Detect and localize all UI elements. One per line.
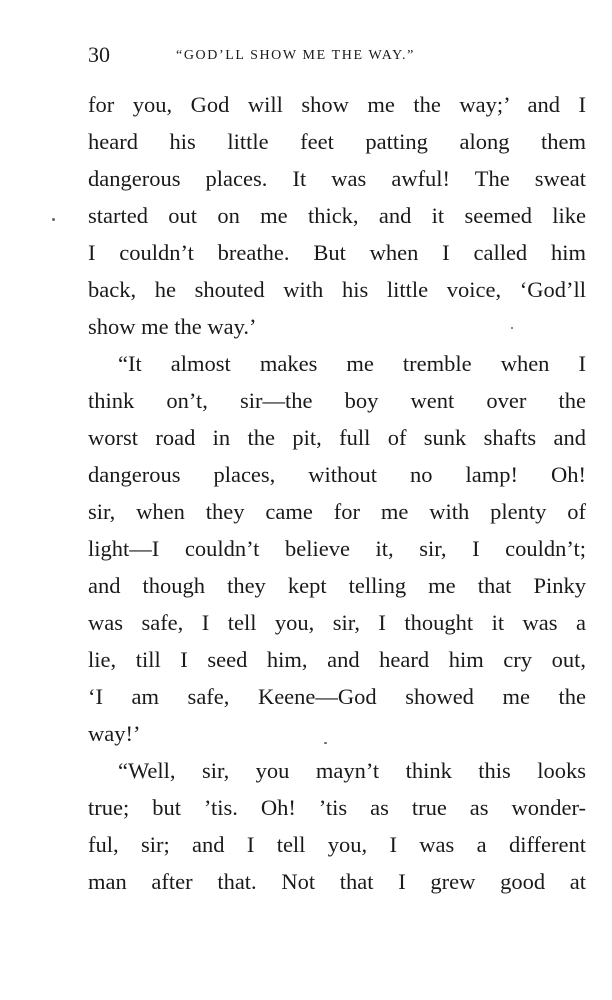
body-text <box>88 86 586 900</box>
text-line: was safe, I tell you, sir, I thought it was a <box>88 610 586 635</box>
text-line: dangerous places. It was awful! The sweat <box>88 166 586 191</box>
text-line: ful, sir; and I tell you, I was a different <box>88 832 586 857</box>
text-line: light—I couldn’t believe it, sir, I couldn’t; <box>88 536 586 561</box>
text-line: worst road in the pit, full of sunk shafts and <box>88 425 586 450</box>
text-line: for you, God will show me the way;’ and I <box>88 92 586 117</box>
text-line: “Well, sir, you mayn’t think this looks <box>118 758 586 783</box>
text-line: true; but ’tis. Oh! ’tis as true as wonder- <box>88 795 586 820</box>
text-line: sir, when they came for me with plenty of <box>88 499 586 524</box>
text-line: ‘I am safe, Keene—God showed me the <box>88 684 586 709</box>
text-line: “It almost makes me tremble when I <box>118 351 586 376</box>
text-line: and though they kept telling me that Pinky <box>88 573 586 598</box>
text-line: started out on me thick, and it seemed like <box>88 203 586 228</box>
text-line: dangerous places, without no lamp! Oh! <box>88 462 586 487</box>
scan-speck <box>52 218 55 221</box>
text-line: I couldn’t breathe. But when I called him <box>88 240 586 265</box>
text-line: back, he shouted with his little voice, ‘God’ll <box>88 277 586 302</box>
text-line: man after that. Not that I grew good at <box>88 869 586 894</box>
text-line: think on’t, sir—the boy went over the <box>88 388 586 413</box>
text-line: heard his little feet patting along them <box>88 129 586 154</box>
scan-speck <box>511 327 513 329</box>
scan-speck <box>324 742 327 744</box>
text-line: show me the way.’ <box>88 314 257 339</box>
text-line: lie, till I seed him, and heard him cry out, <box>88 647 586 672</box>
running-head <box>88 40 588 70</box>
running-title: “GOD’LL SHOW ME THE WAY.” <box>176 48 415 63</box>
page-number: 30 <box>88 42 110 67</box>
text-line: way!’ <box>88 721 141 746</box>
